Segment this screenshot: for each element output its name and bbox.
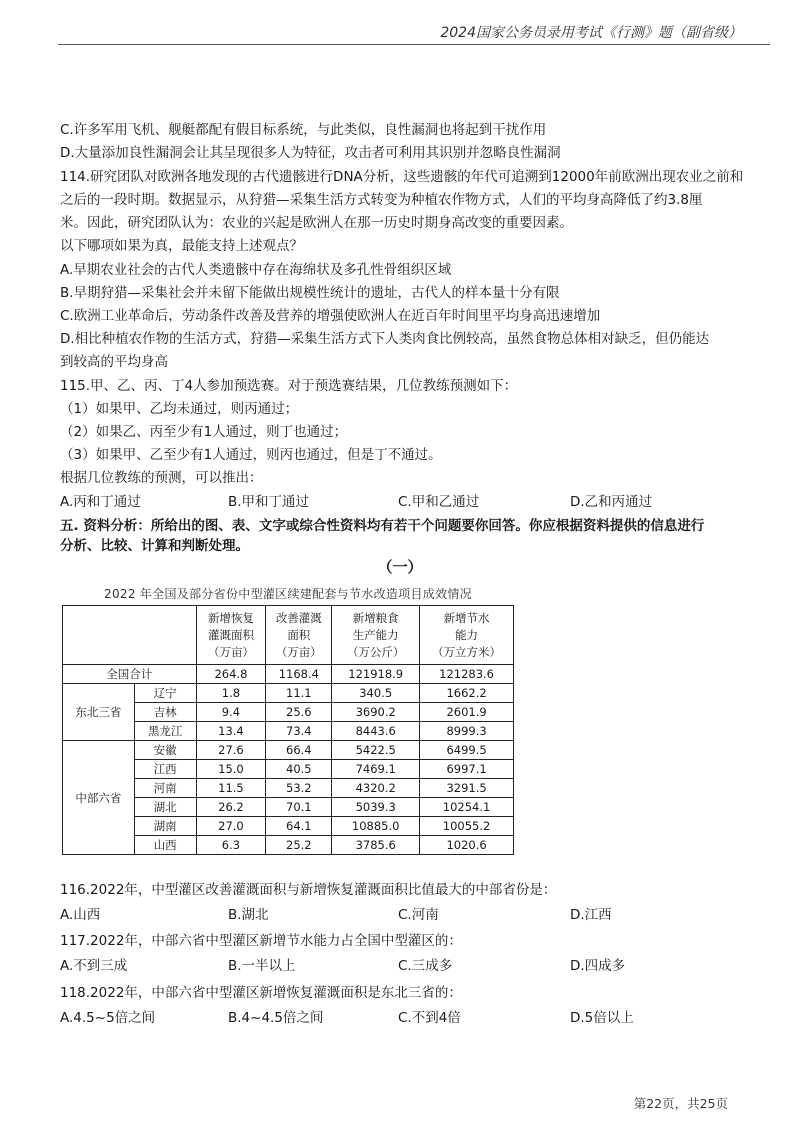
province-label: 山西 [134, 836, 196, 855]
table-header-col3 [332, 606, 420, 665]
table-cell: 6.3 [196, 836, 266, 855]
table-cell: 3690.2 [332, 703, 420, 722]
page-number: 第22页，共25页 [633, 1096, 728, 1111]
header-text: 新增节水 [443, 610, 490, 625]
q116-option-b: B.湖北 [228, 907, 269, 923]
table-cell: 121918.9 [332, 665, 420, 684]
q117-option-b: B.一半以上 [228, 958, 296, 974]
q115-question: 根据几位教练的预测，可以推出： [60, 470, 263, 486]
table-cell: 5039.3 [332, 798, 420, 817]
q114-option-c: C.欧洲工业革命后，劳动条件改善及营养的增强使欧洲人在近百年时间里平均身高迅速增加 [60, 308, 601, 324]
table-cell: 10055.2 [420, 817, 514, 836]
province-label: 湖北 [134, 798, 196, 817]
q118-option-b: B.4~4.5倍之间 [228, 1010, 324, 1026]
table-cell: 13.4 [196, 722, 266, 741]
header-text: 新增粮食 [352, 610, 399, 625]
table-cell: 40.5 [266, 760, 332, 779]
header-unit: （万立方米） [432, 644, 502, 659]
table-cell: 9.4 [196, 703, 266, 722]
q115-option-a: A.丙和丁通过 [60, 494, 141, 510]
q114-option-d-line2: 到较高的平均身高 [60, 354, 168, 370]
table-cell: 10254.1 [420, 798, 514, 817]
q115-option-b: B.甲和丁通过 [228, 494, 310, 510]
table-cell: 6499.5 [420, 741, 514, 760]
table-title: 2022 年全国及部分省份中型灌区续建配套与节水改造项目成效情况 [104, 587, 472, 601]
table-cell: 4320.2 [332, 779, 420, 798]
q114-option-d-line1: D.相比种植农作物的生活方式，狩猎—采集生活方式下人类肉食比例较高，虽然食物总体相对缺乏，但仍能达 [60, 331, 710, 347]
section5-instruction-line1: 五. 资料分析：所给出的图、表、文字或综合性资料均有若干个问题要你回答。你应根据资料提供的信息进行 [60, 518, 705, 534]
table-cell: 340.5 [332, 684, 420, 703]
table-cell: 6997.1 [420, 760, 514, 779]
q117-option-a: A.不到三成 [60, 958, 128, 974]
header-text: 灌溉面积 [207, 627, 254, 642]
q113-option-d: D.大量添加良性漏洞会让其呈现很多人为特征，攻击者可利用其识别并忽略良性漏洞 [60, 145, 561, 161]
q118-option-c: C.不到4倍 [398, 1010, 461, 1026]
data-table [62, 605, 514, 855]
group-label: 东北三省 [63, 684, 135, 741]
section5-instruction-line2: 分析、比较、计算和判断处理。 [60, 538, 249, 554]
header-text: 新增恢复 [207, 610, 254, 625]
table-cell: 25.6 [266, 703, 332, 722]
q117-stem: 117.2022年，中部六省中型灌区新增节水能力占全国中型灌区的： [60, 933, 462, 949]
header-unit: （万亩） [275, 644, 322, 659]
province-label: 吉林 [134, 703, 196, 722]
table-cell: 1168.4 [266, 665, 332, 684]
table-cell: 70.1 [266, 798, 332, 817]
page-header-title: 2024国家公务员录用考试《行测》题（副省级） [440, 25, 742, 41]
table-cell: 8443.6 [332, 722, 420, 741]
q118-option-a: A.4.5~5倍之间 [60, 1010, 156, 1026]
row-label: 全国合计 [63, 665, 197, 684]
q115-condition-2: （2）如果乙、丙至少有1人通过，则丁也通过； [60, 424, 348, 440]
table-cell: 25.2 [266, 836, 332, 855]
province-label: 辽宁 [134, 684, 196, 703]
header-unit: （万公斤） [346, 644, 405, 659]
table-row [63, 741, 514, 760]
table-cell: 15.0 [196, 760, 266, 779]
table-row [63, 684, 514, 703]
table-cell: 8999.3 [420, 722, 514, 741]
q114-stem-line1: 114.研究团队对欧洲各地发现的古代遗骸进行DNA分析，这些遗骸的年代可追溯到12000年前欧洲出现农业之前和 [60, 169, 744, 185]
province-label: 安徽 [134, 741, 196, 760]
q118-option-d: D.5倍以上 [570, 1010, 634, 1026]
table-cell: 1020.6 [420, 836, 514, 855]
table-header-row [63, 606, 514, 665]
table-header-corner [63, 606, 197, 665]
q113-option-c: C.许多军用飞机、舰艇都配有假目标系统，与此类似，良性漏洞也将起到干扰作用 [60, 122, 547, 138]
header-text: 面积 [287, 627, 311, 642]
header-text: 生产能力 [352, 627, 399, 642]
q115-option-d: D.乙和丙通过 [570, 494, 653, 510]
q116-option-a: A.山西 [60, 907, 101, 923]
header-divider [58, 44, 770, 45]
q116-stem: 116.2022年，中型灌区改善灌溉面积与新增恢复灌溉面积比值最大的中部省份是： [60, 882, 557, 898]
q115-condition-3: （3）如果甲、乙至少有1人通过，则丙也通过，但是丁不通过。 [60, 447, 442, 463]
table-cell: 53.2 [266, 779, 332, 798]
province-label: 湖南 [134, 817, 196, 836]
q114-stem-line2: 之后的一段时期。数据显示，从狩猎—采集生活方式转变为种植农作物方式，人们的平均身高降低了约3.8厘 [60, 192, 703, 208]
table-cell: 3785.6 [332, 836, 420, 855]
table-cell: 27.0 [196, 817, 266, 836]
q116-option-d: D.江西 [570, 907, 612, 923]
table-header-col2 [266, 606, 332, 665]
table-header-col1 [196, 606, 266, 665]
table-cell: 11.5 [196, 779, 266, 798]
q114-question: 以下哪项如果为真，最能支持上述观点？ [60, 238, 303, 254]
q115-condition-1: （1）如果甲、乙均未通过，则丙通过； [60, 401, 299, 417]
header-text: 能力 [455, 627, 479, 642]
province-label: 黑龙江 [134, 722, 196, 741]
table-cell: 26.2 [196, 798, 266, 817]
table-cell: 2601.9 [420, 703, 514, 722]
table-cell: 11.1 [266, 684, 332, 703]
table-cell: 1662.2 [420, 684, 514, 703]
q114-option-a: A.早期农业社会的古代人类遗骸中存在海绵状及多孔性骨组织区域 [60, 262, 452, 278]
q114-option-b: B.早期狩猎—采集社会并未留下能做出规模性统计的遗址，古代人的样本量十分有限 [60, 285, 560, 301]
table-row-total [63, 665, 514, 684]
table-cell: 10885.0 [332, 817, 420, 836]
table-cell: 5422.5 [332, 741, 420, 760]
table-cell: 3291.5 [420, 779, 514, 798]
table-cell: 27.6 [196, 741, 266, 760]
q117-option-d: D.四成多 [570, 958, 626, 974]
table-cell: 66.4 [266, 741, 332, 760]
province-label: 河南 [134, 779, 196, 798]
q118-stem: 118.2022年，中部六省中型灌区新增恢复灌溉面积是东北三省的： [60, 985, 462, 1001]
q114-stem-line3: 米。因此，研究团队认为：农业的兴起是欧洲人在那一历史时期身高改变的重要因素。 [60, 215, 573, 231]
table-cell: 264.8 [196, 665, 266, 684]
table-cell: 7469.1 [332, 760, 420, 779]
table-header-col4 [420, 606, 514, 665]
table-cell: 121283.6 [420, 665, 514, 684]
table-cell: 1.8 [196, 684, 266, 703]
province-label: 江西 [134, 760, 196, 779]
q117-option-c: C.三成多 [398, 958, 453, 974]
group-label: 中部六省 [63, 741, 135, 855]
header-text: 改善灌溉 [275, 610, 322, 625]
part-one-heading: （一） [377, 558, 423, 576]
table-cell: 64.1 [266, 817, 332, 836]
table-cell: 73.4 [266, 722, 332, 741]
q115-option-c: C.甲和乙通过 [398, 494, 480, 510]
header-unit: （万亩） [207, 644, 254, 659]
q116-option-c: C.河南 [398, 907, 439, 923]
q115-stem: 115.甲、乙、丙、丁4人参加预选赛。对于预选赛结果，几位教练预测如下： [60, 378, 518, 394]
